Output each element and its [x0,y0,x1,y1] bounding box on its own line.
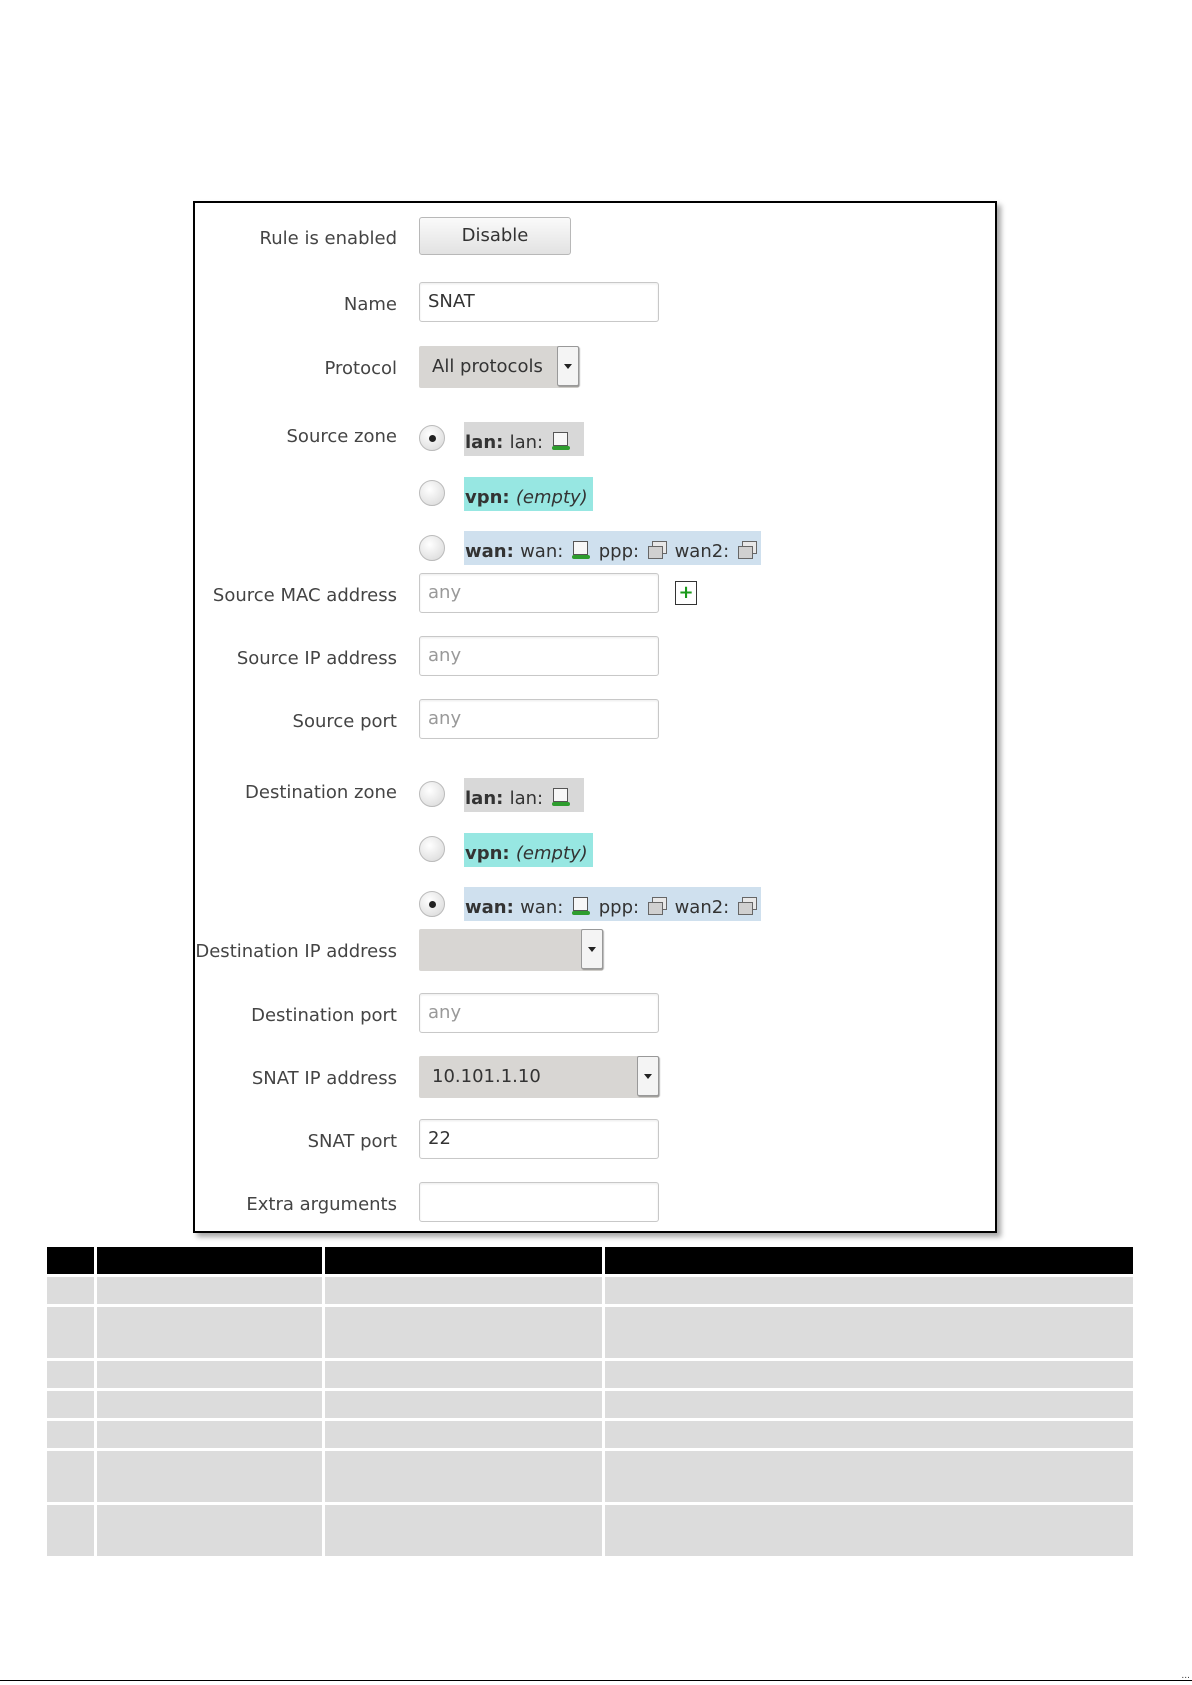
source-zone-radio-vpn[interactable] [419,480,445,506]
zone-text-wan: wan: [520,541,570,562]
source-ip-input[interactable]: any [419,636,659,676]
zone-text-vpn: (empty) [515,487,588,508]
table-header-cell [47,1247,95,1276]
row-source-mac [195,573,995,615]
destination-zone-wan[interactable] [464,887,761,921]
zone-key-lan: lan: [465,788,510,809]
source-zone-lan[interactable] [464,422,584,456]
source-zone-vpn[interactable] [464,477,593,511]
network-up-icon [571,896,591,916]
zone-key-wan: wan: [465,897,521,918]
add-file-icon[interactable]: + [675,581,697,605]
row-destination-zone [195,774,995,924]
snat-ip-value: 10.101.1.10 [432,1066,541,1087]
zone-text-vpn: (empty) [515,843,588,864]
zone-text-wan: wan: [520,897,570,918]
table-row [47,1390,1133,1420]
table-header-cell [323,1247,603,1276]
zone-text-lan: lan: [509,788,549,809]
chevron-down-icon[interactable] [557,346,579,386]
row-protocol [195,346,995,388]
snat-rule-form-screenshot [193,201,997,1233]
snat-port-input[interactable]: 22 [419,1119,659,1159]
destination-zone-vpn[interactable] [464,833,593,867]
source-port-label: Source port [292,711,397,732]
network-down-icon [737,540,757,560]
table-row [47,1420,1133,1450]
chevron-down-icon[interactable] [637,1056,659,1096]
destination-ip-label: Destination IP address [195,941,397,962]
destination-zone-label: Destination zone [245,782,397,803]
row-destination-ip [195,929,995,971]
name-input[interactable]: SNAT [419,282,659,322]
source-ip-label: Source IP address [236,648,397,669]
table-row [47,1306,1133,1360]
extra-arguments-input[interactable] [419,1182,659,1222]
zone-text-ppp: ppp: [598,541,645,562]
row-extra-arguments [195,1182,995,1224]
source-zone-label: Source zone [286,426,397,447]
name-label: Name [343,294,397,315]
destination-port-input[interactable]: any [419,993,659,1033]
row-source-port [195,699,995,741]
extra-arguments-label: Extra arguments [246,1194,397,1215]
snat-ip-select[interactable] [419,1056,659,1098]
snat-ip-label: SNAT IP address [251,1068,397,1089]
network-up-icon [571,540,591,560]
destination-zone-radio-lan[interactable] [419,781,445,807]
row-destination-port [195,993,995,1035]
field-reference-table [47,1247,1133,1556]
zone-key-lan: lan: [465,432,510,453]
protocol-select[interactable] [419,346,579,388]
zone-key-vpn: vpn: [465,843,516,864]
network-up-icon [551,787,571,807]
network-down-icon [737,896,757,916]
row-snat-port [195,1119,995,1161]
network-down-icon [647,896,667,916]
table-row [47,1360,1133,1390]
source-mac-input[interactable]: any [419,573,659,613]
destination-zone-radio-vpn[interactable] [419,836,445,862]
row-name [195,282,995,324]
zone-text-wan2: wan2: [674,541,735,562]
row-snat-ip [195,1056,995,1098]
rule-enabled-label: Rule is enabled [259,228,397,249]
network-down-icon [647,540,667,560]
row-source-zone [195,418,995,568]
destination-zone-lan[interactable] [464,778,584,812]
protocol-label: Protocol [324,358,397,379]
source-port-input[interactable]: any [419,699,659,739]
source-zone-wan[interactable] [464,531,761,565]
table-row [47,1504,1133,1557]
zone-key-vpn: vpn: [465,487,516,508]
footer-rule [0,1680,1192,1681]
row-source-ip [195,636,995,678]
source-zone-radio-lan[interactable] [419,425,445,451]
table-row [47,1450,1133,1504]
zone-key-wan: wan: [465,541,521,562]
source-mac-label: Source MAC address [212,585,397,606]
zone-text-wan2: wan2: [674,897,735,918]
table-header-cell [95,1247,323,1276]
page-reference: ... [1181,1671,1190,1681]
destination-ip-select[interactable] [419,929,603,971]
protocol-value: All protocols [432,356,543,377]
snat-port-label: SNAT port [307,1131,397,1152]
destination-port-label: Destination port [251,1005,397,1026]
table-row [47,1276,1133,1306]
row-rule-enabled [195,217,995,257]
zone-text-lan: lan: [509,432,549,453]
table-header-row [47,1247,1133,1276]
chevron-down-icon[interactable] [581,929,603,969]
network-up-icon [551,431,571,451]
table-header-cell [603,1247,1133,1276]
destination-zone-radio-wan[interactable] [419,891,445,917]
disable-button[interactable]: Disable [419,217,571,255]
source-zone-radio-wan[interactable] [419,535,445,561]
zone-text-ppp: ppp: [598,897,645,918]
